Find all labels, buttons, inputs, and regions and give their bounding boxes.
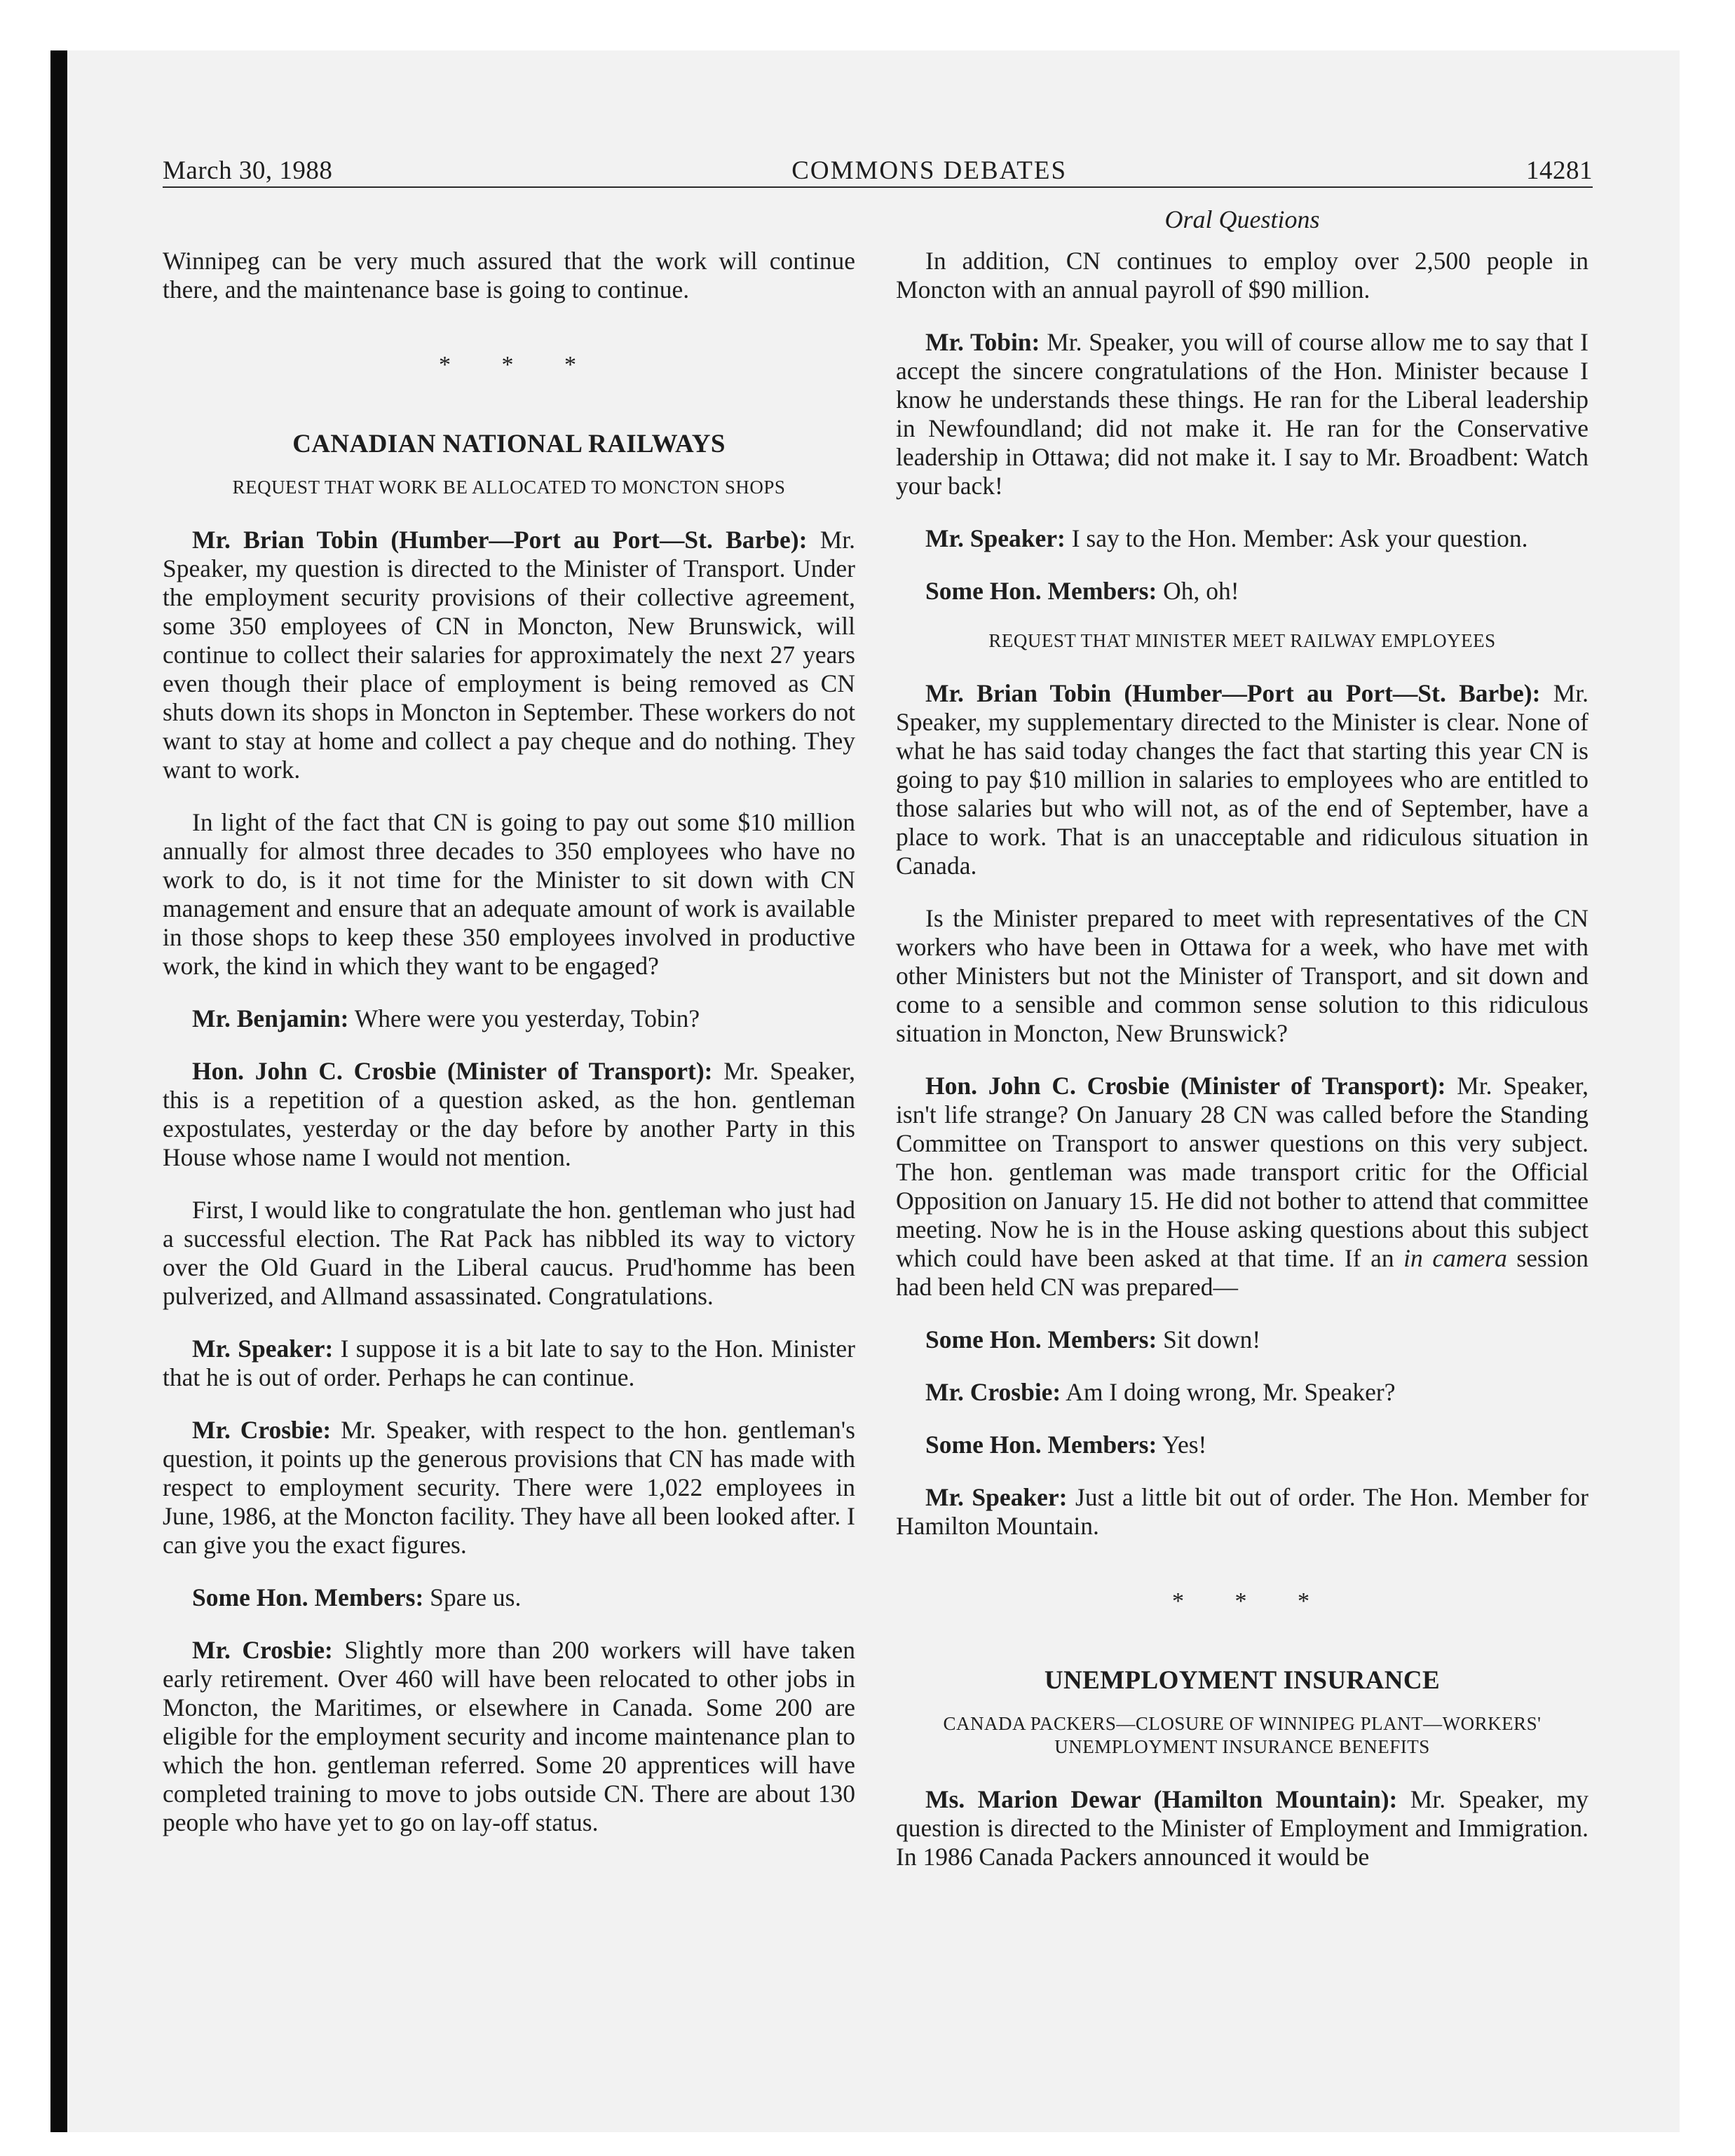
speaker-name: Some Hon. Members: [925, 1325, 1157, 1353]
speaker-name: Mr. Brian Tobin (Humber—Port au Port—St. Barbe): [192, 526, 808, 554]
paragraph: In addition, CN continues to employ over 2,500 people in Moncton with an annual payroll of $90 million. [896, 247, 1588, 303]
speech-text: Am I doing wrong, Mr. Speaker? [1061, 1378, 1396, 1406]
speech-text: Mr. Speaker, with respect to the hon. gentleman's question, it points up the generous provisions that CN has made with respect to employment security. There were 1,022 employees in June, 1986, at the Moncton facility. They have all been looked after. I can give you the exact figures. [163, 1416, 855, 1559]
paragraph [163, 1636, 855, 1837]
scan-edge-bar [50, 50, 67, 2132]
paragraph [896, 1785, 1588, 1871]
paragraph [163, 526, 855, 784]
speech-text: Mr. Speaker, my supplementary directed to the Minister is clear. None of what he has said today changes the fact that starting this year CN is going to pay $10 million in salaries to employees who are entitled to those salaries but who will not, as of the end of September, have a place to work. That is an unacceptable and ridiculous situation in Canada. [896, 679, 1589, 880]
speech-text: Oh, oh! [1157, 577, 1239, 605]
italic-phrase: in camera [1403, 1244, 1507, 1272]
paragraph [163, 1335, 855, 1392]
paragraph [163, 1057, 855, 1172]
paragraph [896, 1072, 1588, 1302]
speaker-name: Some Hon. Members: [192, 1583, 424, 1611]
paragraph [896, 679, 1588, 880]
paragraph: Is the Minister prepared to meet with representatives of the CN workers who have been in Ottawa for a week, who have met with other Ministers but not the Minister of Transport, and sit down and come to a sensible and common sense solution to this ridiculous situation in Moncton, New Brunswick? [896, 904, 1588, 1047]
paragraph: Winnipeg can be very much assured that the work will continue there, and the maintenance base is going to continue. [163, 247, 855, 303]
section-title: Oral Questions [1164, 205, 1320, 233]
speech-text: Mr. Speaker, my question is directed to the Minister of Employment and Immigration. In 1986 Canada Packers announced it would be [896, 1785, 1588, 1871]
header-page-number: 14281 [1525, 156, 1593, 185]
section-heading: CANADIAN NATIONAL RAILWAYS [292, 430, 726, 458]
speech-text: session had been held CN was prepared— [896, 1244, 1588, 1301]
speech-text: Mr. Speaker, isn't life strange? On January 28 CN was called before the Standing Committee on Transport to answer questions on this very subject. The hon. gentleman was made transport critic for the Official Opposition on January 15. He did not bother to attend that committee meeting. Now he is in the House asking questions about this subject which could have been asked at that time. If an [896, 1072, 1588, 1272]
speaker-name: Hon. John C. Crosbie (Minister of Transport): [192, 1057, 713, 1085]
header-title: COMMONS DEBATES [791, 156, 1068, 185]
section-subheading: REQUEST THAT WORK BE ALLOCATED TO MONCTON SHOPS [232, 477, 786, 498]
speaker-name: Mr. Speaker: [192, 1335, 334, 1363]
speaker-name: Mr. Crosbie: [925, 1378, 1061, 1406]
left-column [163, 247, 855, 1861]
speech-text: Just a little bit out of order. The Hon. Member for Hamilton Mountain. [896, 1483, 1588, 1540]
speech-text: Spare us. [423, 1583, 522, 1611]
speech-text: Mr. Speaker, you will of course allow me to say that I accept the sincere congratulations of the Hon. Minister because I know he understands these things. He ran for the Liberal leadership in Newfoundland; did not make it. He ran for the Conservative leadership in Ottawa; did not make it. I say to Mr. Broadbent: Watch your back! [896, 328, 1588, 500]
speaker-name: Mr. Benjamin: [192, 1004, 349, 1032]
speaker-name: Mr. Brian Tobin (Humber—Port au Port—St. Barbe): [925, 679, 1541, 707]
paragraph [896, 328, 1588, 500]
speech-text: Where were you yesterday, Tobin? [348, 1004, 700, 1032]
paragraph [896, 1431, 1588, 1459]
speech-text: Mr. Speaker, my question is directed to the Minister of Transport. Under the employment security provisions of their collective agreement, some 350 employees of CN in Moncton, New Brunswick, will continue to collect their salaries for approximately the next 27 years even though their place of employment is being removed as CN shuts down its shops in Moncton in September. These workers do not want to stay at home and collect a pay cheque and do nothing. They want to work. [163, 526, 856, 784]
header-date: March 30, 1988 [163, 156, 333, 185]
speaker-name: Some Hon. Members: [925, 1431, 1157, 1459]
speech-text: Yes! [1157, 1431, 1207, 1459]
speaker-name: Mr. Speaker: [925, 524, 1066, 552]
paragraph [896, 1378, 1588, 1407]
section-separator: * * * [439, 352, 599, 378]
speaker-name: Mr. Tobin: [925, 328, 1040, 356]
speaker-name: Mr. Speaker: [925, 1483, 1068, 1511]
paragraph [896, 1325, 1588, 1354]
paragraph [896, 524, 1588, 553]
paragraph [896, 577, 1588, 606]
section-heading: UNEMPLOYMENT INSURANCE [1044, 1666, 1441, 1695]
speaker-name: Some Hon. Members: [925, 577, 1157, 605]
section-separator: * * * [1172, 1588, 1332, 1614]
right-column [896, 247, 1588, 1895]
speaker-name: Ms. Marion Dewar (Hamilton Mountain): [925, 1785, 1398, 1813]
paragraph [163, 1004, 855, 1033]
speech-text: Slightly more than 200 workers will have taken early retirement. Over 460 will have been relocated to other jobs in Moncton, the Maritimes, or elsewhere in Canada. Some 200 are eligible for the employment security and income maintenance plan to which the hon. gentleman referred. Some 20 apprentices will have completed training to move to jobs outside CN. There are about 130 people who have yet to go on lay-off status. [163, 1636, 855, 1836]
paragraph [896, 1483, 1588, 1541]
section-subheading: CANADA PACKERS—CLOSURE OF WINNIPEG PLANT—WORKERS' UNEMPLOYMENT INSURANCE BENEFITS [943, 1713, 1542, 1757]
speaker-name: Mr. Crosbie: [192, 1636, 333, 1664]
paragraph: In light of the fact that CN is going to pay out some $10 million annually for almost three decades to 350 employees who have no work to do, is it not time for the Minister to sit down with CN management and ensure that an adequate amount of work is available in those shops to keep these 350 employees involved in productive work, the kind in which they want to be engaged? [163, 808, 855, 980]
page-header [163, 156, 1593, 186]
speaker-name: Mr. Crosbie: [192, 1416, 332, 1444]
speech-text: Mr. Speaker, this is a repetition of a question asked, as the hon. gentleman expostulates, yesterday or the day before by another Party in this House whose name I would not mention. [163, 1057, 855, 1171]
paragraph [163, 1583, 855, 1612]
section-subheading: REQUEST THAT MINISTER MEET RAILWAY EMPLOYEES [988, 630, 1496, 651]
speaker-name: Hon. John C. Crosbie (Minister of Transport): [925, 1072, 1446, 1100]
paragraph: First, I would like to congratulate the hon. gentleman who just had a successful election. The Rat Pack has nibbled its way to victory over the Old Guard in the Liberal caucus. Prud'homme has been pulverized, and Allmand assassinated. Congratulations. [163, 1196, 855, 1310]
speech-text: I suppose it is a bit late to say to the Hon. Minister that he is out of order. Perhaps he can continue. [163, 1335, 856, 1391]
speech-text: Sit down! [1157, 1325, 1261, 1353]
paragraph [163, 1416, 855, 1560]
speech-text: I say to the Hon. Member: Ask your question. [1065, 524, 1528, 552]
header-rule [163, 186, 1593, 188]
